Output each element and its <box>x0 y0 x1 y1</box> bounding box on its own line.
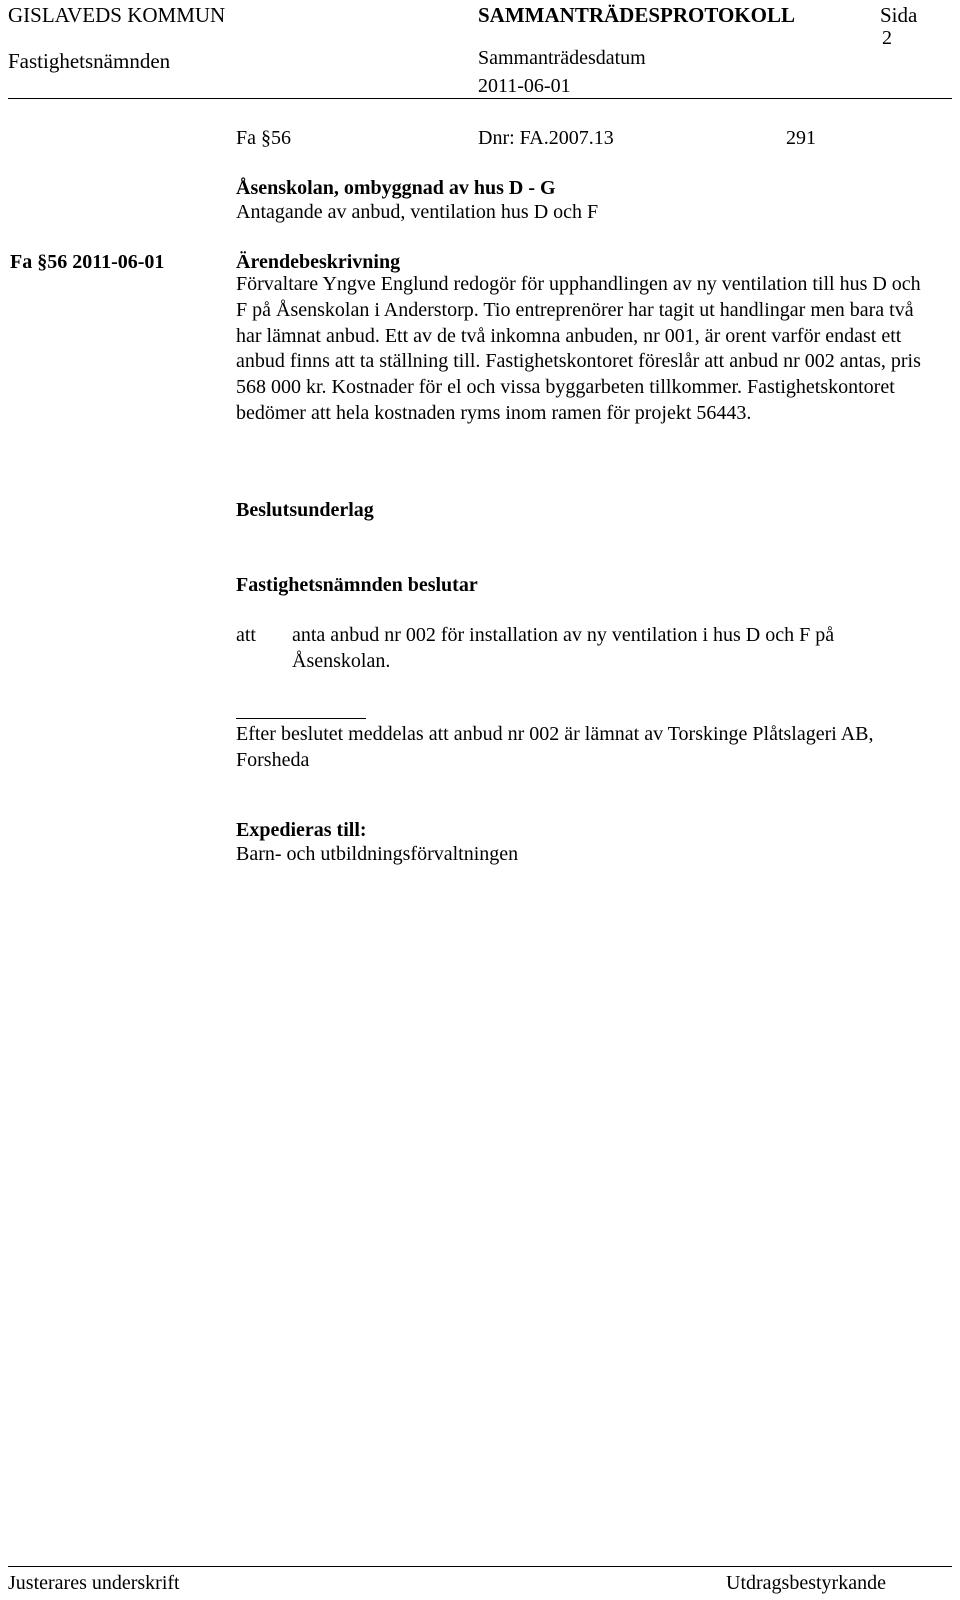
note-rule <box>236 718 366 719</box>
description-text: Förvaltare Yngve Englund redogör för upphandlingen av ny ventilation till hus D och F på Åsenskolan i Anderstorp. Tio entreprenörer har tagit ut handlingar men bara två har lämnat anbud. Ett av de två inkomna anbuden, nr 001, är orent varför endast ett anbud finns att ta ställning till. Fastighetskontoret föreslår att anbud nr 002 antas, pris 568 000 kr. Kostnader för el och vissa byggarbeten tillkommer. Fastighetskontoret bedömer att hela kostnaden ryms inom ramen för projekt 56443. <box>236 273 921 424</box>
meeting-date: 2011-06-01 <box>478 75 571 97</box>
municipality-name: GISLAVEDS KOMMUN <box>8 3 226 27</box>
item-title: Åsenskolan, ombyggnad av hus D - G <box>236 177 556 199</box>
decision-heading: Fastighetsnämnden beslutar <box>236 574 478 596</box>
note-text: Efter beslutet meddelas att anbud nr 002 är lämnat av Torskinge Plåtslageri AB, Forsheda <box>236 723 874 771</box>
header-rule <box>8 98 952 99</box>
item-paragraph: Fa §56 <box>236 127 291 149</box>
margin-reference: Fa §56 2011-06-01 <box>10 251 165 273</box>
meeting-date-label: Sammanträdesdatum <box>478 47 646 69</box>
committee-name: Fastighetsnämnden <box>8 49 171 73</box>
dispatch-heading: Expedieras till: <box>236 819 367 841</box>
dispatch-recipient: Barn- och utbildningsförvaltningen <box>236 843 519 865</box>
footer-certification-label: Utdragsbestyrkande <box>726 1572 886 1594</box>
item-dnr: Dnr: FA.2007.13 <box>478 127 614 149</box>
description-heading: Ärendebeskrivning <box>236 251 401 273</box>
footer-rule <box>8 1566 952 1567</box>
page-label: Sida <box>880 3 918 27</box>
basis-heading: Beslutsunderlag <box>236 499 374 521</box>
item-subtitle: Antagande av anbud, ventilation hus D och F <box>236 201 599 223</box>
decision-prefix: att <box>236 624 256 646</box>
page-number: 2 <box>882 27 892 49</box>
footer-signature-label: Justerares underskrift <box>8 1572 180 1594</box>
protocol-title: SAMMANTRÄDESPROTOKOLL <box>478 3 795 27</box>
item-number: 291 <box>786 127 816 149</box>
decision-text: anta anbud nr 002 för installation av ny ventilation i hus D och F på Åsenskolan. <box>292 624 835 672</box>
